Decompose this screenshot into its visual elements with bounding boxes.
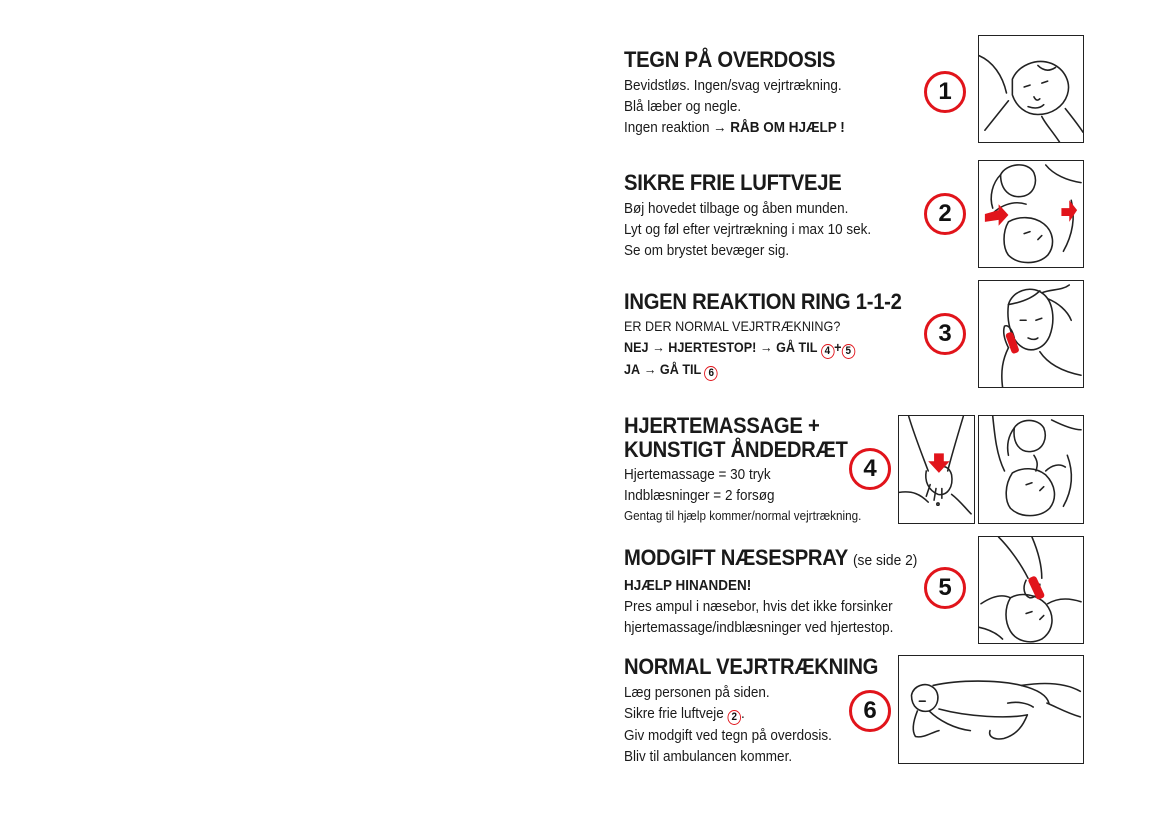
section-1-line-1: Bevidstløs. Ingen/svag vejrtrækning. <box>624 77 842 94</box>
section-3-no: NEJ <box>624 339 649 355</box>
section-2-title: SIKRE FRIE LUFTVEJE <box>624 170 842 195</box>
section-6-line-4: Bliv til ambulancen kommer. <box>624 748 793 765</box>
arrow-icon: → <box>713 119 727 136</box>
section-1-call-help: RÅB OM HJÆLP ! <box>730 119 845 136</box>
section-2-line-1: Bøj hovedet tilbage og åben munden. <box>624 200 849 217</box>
section-4-title-line-1: HJERTEMASSAGE + <box>624 413 820 438</box>
illustration-open-airway <box>978 160 1084 268</box>
illustration-unconscious-person <box>978 35 1084 143</box>
step-number-6: 6 <box>849 690 891 732</box>
step-number-3: 3 <box>924 313 966 355</box>
section-5 <box>624 546 943 638</box>
section-3-no-line <box>624 337 896 359</box>
section-4-title-line-2: KUNSTIGT ÅNDEDRÆT <box>624 437 848 462</box>
step-number-5: 5 <box>924 567 966 609</box>
illustration-phone-call <box>978 280 1084 388</box>
step-number-1: 1 <box>924 71 966 113</box>
section-3-goto: GÅ TIL <box>776 339 818 355</box>
step-number-4: 4 <box>849 448 891 490</box>
section-3-title: INGEN REAKTION RING 1-1-2 <box>624 289 902 314</box>
arrow-icon: → <box>652 339 665 355</box>
illustration-recovery-position <box>898 655 1084 764</box>
section-4-line-2: Indblæsninger = 2 forsøg <box>624 487 775 504</box>
section-3-yes-line <box>624 359 896 381</box>
section-5-title-aside: (se side 2) <box>852 552 918 569</box>
step-ref-4: 4 <box>821 344 835 359</box>
step-ref-5: 5 <box>842 344 856 359</box>
section-6-line-2 <box>624 703 873 725</box>
section-1-line-3 <box>624 117 845 138</box>
section-5-title <box>624 546 917 573</box>
section-5-title-main: MODGIFT NÆSESPRAY <box>624 545 848 570</box>
arrow-icon: → <box>759 339 773 355</box>
section-2 <box>624 171 899 261</box>
section-6-line-3: Giv modgift ved tegn på overdosis. <box>624 727 832 744</box>
section-4-line-1: Hjertemassage = 30 tryk <box>624 466 771 483</box>
illustration-nasal-spray <box>978 536 1084 644</box>
section-2-line-3: Se om brystet bevæger sig. <box>624 242 790 259</box>
section-3-goto-yes: GÅ TIL <box>659 361 701 377</box>
illustration-chest-compressions <box>898 415 975 524</box>
section-6-line-2-period: . <box>741 705 745 722</box>
section-1-line-3-text: Ingen reaktion <box>624 119 710 136</box>
section-3-yes: JA <box>624 361 641 377</box>
step-ref-2: 2 <box>728 710 742 725</box>
section-4-note: Gentag til hjælp kommer/normal vejrtrækning. <box>624 508 862 523</box>
section-1-line-2: Blå læber og negle. <box>624 98 742 115</box>
section-3-question: ER DER NORMAL VEJRTRÆKNING? <box>624 318 841 334</box>
section-5-line-2: hjertemassage/indblæsninger ved hjertestop. <box>624 619 894 636</box>
section-6-title: NORMAL VEJRTRÆKNING <box>624 654 879 679</box>
section-5-line-1: Pres ampul i næsebor, hvis det ikke forsinker <box>624 598 893 615</box>
section-1 <box>624 48 869 138</box>
arrow-icon: → <box>643 361 657 377</box>
section-6-line-2-text: Sikre frie luftveje <box>624 705 724 722</box>
section-5-subtitle: HJÆLP HINANDEN! <box>624 577 752 594</box>
section-3-cardiac-arrest: HJERTESTOP! <box>668 339 757 355</box>
plus-sign: + <box>834 339 842 355</box>
section-2-line-2: Lyt og føl efter vejrtrækning i max 10 sek. <box>624 221 872 238</box>
step-number-2: 2 <box>924 193 966 235</box>
section-1-title: TEGN PÅ OVERDOSIS <box>624 47 836 72</box>
step-ref-6: 6 <box>704 366 718 381</box>
section-6-line-1: Læg personen på siden. <box>624 684 770 701</box>
illustration-rescue-breathing <box>978 415 1084 524</box>
section-3 <box>624 290 926 381</box>
